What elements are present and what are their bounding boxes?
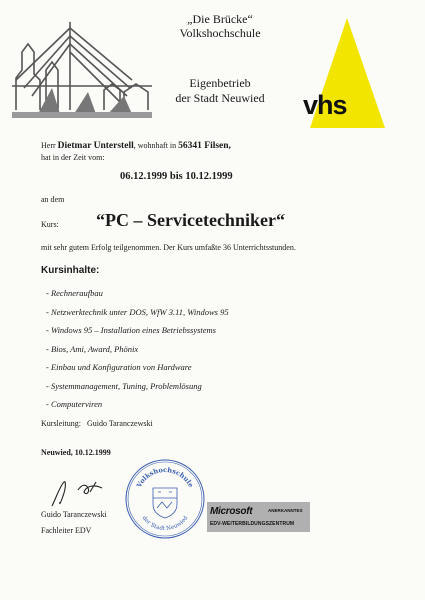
period-intro: hat in der Zeit vom: (41, 153, 105, 162)
bridge-logo-icon (12, 18, 152, 118)
instructor-label: Kursleitung: (41, 419, 81, 428)
signer-role: Fachleiter EDV (41, 526, 92, 535)
contents-heading: Kursinhalte: (41, 265, 100, 276)
course-label: Kurs: (41, 220, 59, 229)
badge-center: EDV-WEITERBILDUNGSZENTRUM (210, 521, 295, 527)
org-status: Eigenbetrieb (189, 76, 251, 90)
contents-list (46, 284, 229, 414)
period-dates: 06.12.1999 bis 10.12.1999 (120, 171, 233, 182)
signer-name: Guido Taranczewski (41, 510, 107, 519)
list-item: - Bios, Ami, Award, Phönix (46, 343, 139, 354)
svg-text:Volkshochschule (135, 466, 195, 490)
svg-text:der Stadt Neuwied (141, 515, 190, 532)
recipient-line (41, 141, 231, 151)
badge-recognized: ANERKANNTES (268, 508, 303, 513)
instructor-line (41, 419, 153, 428)
vhs-logo-text: vhs (303, 90, 347, 120)
stamp-text-top: Volkshochschule (135, 465, 195, 489)
list-item: - Netzwerktechnik unter DOS, WfW 3.11, Windows 95 (46, 306, 229, 317)
stamp-text-bottom: der Stadt Neuwied (140, 515, 190, 533)
list-item: - Einbau und Konfiguration von Hardware (46, 362, 192, 372)
result-text: mit sehr gutem Erfolg teilgenommen. Der Kurs umfaßte 36 Unterrichtsstunden. (41, 243, 296, 252)
place-date: Neuwied, 10.12.1999 (41, 448, 111, 457)
org-name: „Die Brücke“ (187, 12, 253, 26)
org-city: der Stadt Neuwied (175, 91, 265, 105)
instructor-name: Guido Taranczewski (87, 419, 153, 428)
recipient-prefix: Herr (41, 141, 56, 150)
list-item: - Rechneraufbau (46, 288, 103, 298)
at-label: an dem (41, 195, 65, 204)
list-item: - Systemmanagement, Tuning, Problemlösung (46, 380, 202, 391)
residence-prefix: , wohnhaft in (133, 141, 177, 150)
signature-icon (50, 478, 120, 508)
microsoft-badge (207, 502, 310, 532)
course-title: “PC – Servicetechniker“ (96, 210, 285, 230)
residence: 56341 Filsen, (178, 141, 231, 151)
list-item: - Computerviren (46, 399, 103, 409)
microsoft-logo: Microsoft (210, 506, 253, 517)
recipient-name: Dietmar Unterstell (57, 141, 134, 151)
list-item: - Windows 95 – Installation eines Betriebssystems (46, 325, 216, 335)
org-type: Volkshochschule (179, 26, 261, 40)
official-stamp-icon (124, 458, 206, 540)
